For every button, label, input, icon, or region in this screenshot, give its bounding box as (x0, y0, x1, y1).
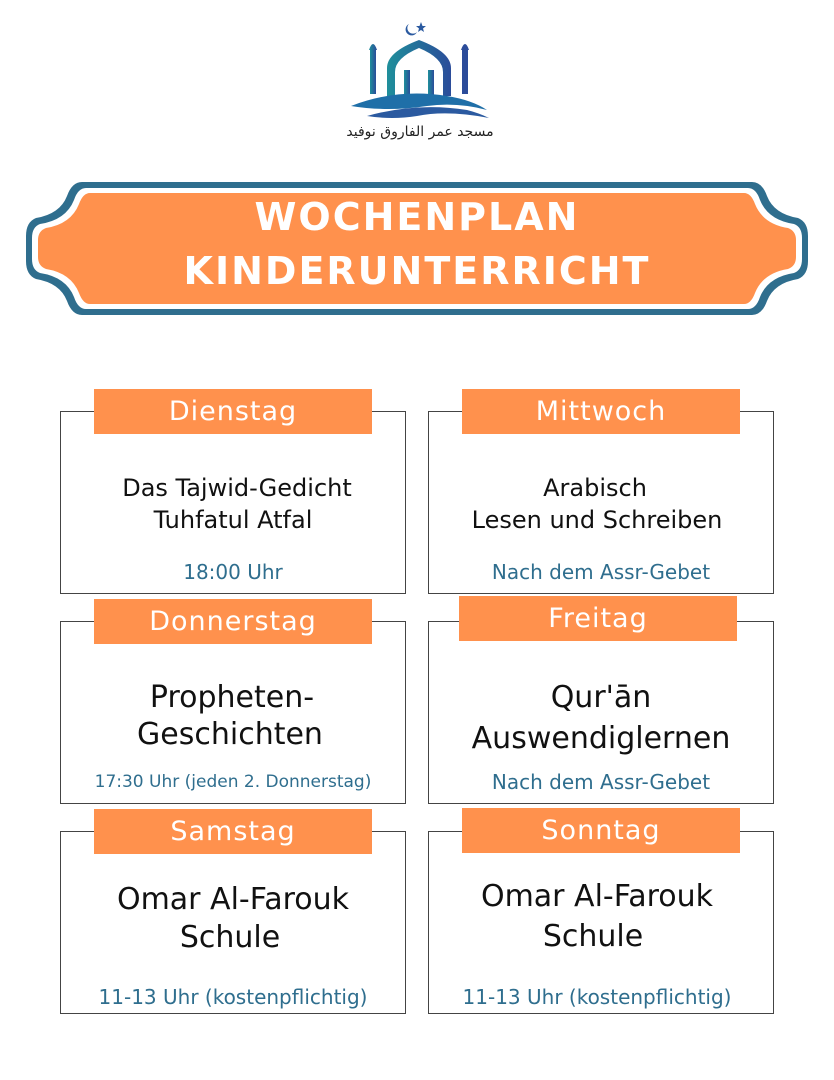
time-label: 11-13 Uhr (kostenpflichtig) (462, 985, 732, 1009)
subject-line-1: Das Tajwid-Gedicht (122, 474, 352, 502)
subject-line-2: Tuhfatul Atfal (153, 506, 313, 534)
subject-line-2: Schule (542, 919, 644, 954)
mosque-logo (347, 18, 492, 123)
time-label: 17:30 Uhr (jeden 2. Donnerstag) (94, 772, 372, 792)
subject-line-1: Propheten- (149, 680, 315, 715)
time-label: 11-13 Uhr (kostenpflichtig) (98, 985, 368, 1009)
day-label-wednesday: Mittwoch (462, 389, 740, 434)
subject-line-1: Qur'ān (550, 680, 652, 715)
subject-line-2: Lesen und Schreiben (471, 506, 723, 534)
subject-line-2: Geschichten (137, 717, 323, 752)
page-title (22, 190, 812, 298)
subject-line-2: Auswendiglernen (471, 721, 731, 756)
subject-line-2: Schule (179, 920, 281, 955)
time-label: Nach dem Assr-Gebet (491, 560, 711, 584)
time-label: 18:00 Uhr (183, 560, 283, 584)
subject-line-1: Omar Al-Farouk (480, 879, 714, 914)
day-label-tuesday: Dienstag (94, 389, 372, 434)
logo-caption: مسجد عمر الفاروق نوفيد (346, 124, 494, 140)
day-label-sunday: Sonntag (462, 808, 740, 853)
day-label-friday: Freitag (459, 596, 737, 641)
subject-line-1: Omar Al-Farouk (116, 882, 350, 917)
subject-line-1: Arabisch (543, 474, 647, 502)
day-label-thursday: Donnerstag (94, 599, 372, 644)
title-line-2: KINDERUNTERRICHT (183, 249, 651, 293)
day-label-saturday: Samstag (94, 809, 372, 854)
title-line-1: WOCHENPLAN (254, 195, 580, 239)
time-label: Nach dem Assr-Gebet (491, 770, 711, 794)
